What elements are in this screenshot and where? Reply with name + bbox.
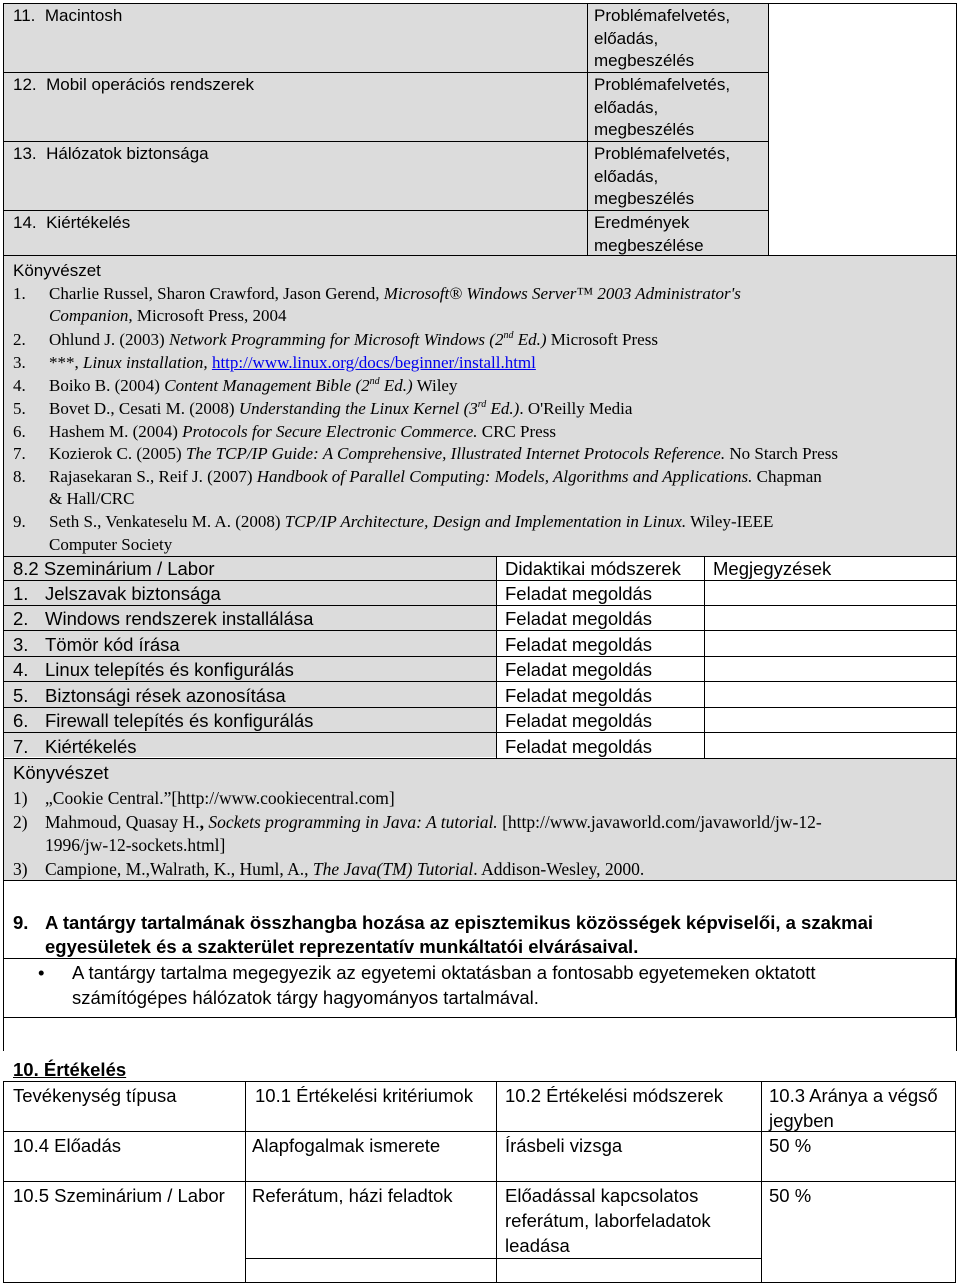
seminar-header-notes: Megjegyzések xyxy=(713,558,832,579)
topic-row-12 xyxy=(13,74,254,96)
eval-header-criteria: 10.1 Értékelési kritériumok xyxy=(255,1085,473,1106)
seminar-method-2: Feladat megoldás xyxy=(505,608,653,629)
topic-title: Macintosh xyxy=(44,6,123,25)
eval-row-lecture-criteria: Alapfogalmak ismerete xyxy=(252,1135,441,1156)
seminar-row-7: 7. Kiértékelés xyxy=(13,736,137,757)
seminar-bib-title: Könyvészet xyxy=(13,762,109,783)
eval-header-ratio-cont: jegyben xyxy=(769,1110,834,1131)
section-9-item: A tantárgy tartalma megegyezik az egyetemi oktatásban a fontosabb egyetemeken oktatott xyxy=(72,962,816,983)
topic-method-13: Problémafelvetés, előadás, megbeszélés xyxy=(594,144,731,208)
seminar-header-topic: 8.2 Szeminárium / Labor xyxy=(13,558,215,579)
seminar-method-7: Feladat megoldás xyxy=(505,736,653,757)
bib-entry-6: 6. Hashem M. (2004) Protocols for Secure Electronic Commerce. CRC Press xyxy=(13,422,556,441)
seminar-row-2: 2. Windows rendszerek installálása xyxy=(13,608,314,629)
eval-row-lecture-type: 10.4 Előadás xyxy=(13,1135,122,1156)
bullet-icon: • xyxy=(38,962,45,983)
bib-entry-4: 4. Boiko B. (2004) Content Management Bible (2nd Ed.) Wiley xyxy=(13,376,458,395)
topic-title: Hálózatok biztonsága xyxy=(46,144,209,163)
bib-entry-3: 3. ***, Linux installation, http://www.linux.org/docs/beginner/install.html xyxy=(13,353,536,372)
eval-row-lecture-method: Írásbeli vizsga xyxy=(505,1135,623,1156)
topic-num: 14. xyxy=(13,213,37,232)
topic-num: 11. xyxy=(13,6,36,25)
eval-row-seminar-method-cont: referátum, laborfeladatok xyxy=(505,1210,711,1231)
seminar-row-5: 5. Biztonsági rések azonosítása xyxy=(13,685,286,706)
bib-entry-5: 5. Bovet D., Cesati M. (2008) Understanding the Linux Kernel (3rd Ed.). O'Reilly Media xyxy=(13,399,633,418)
bib-entry-9-cont: Computer Society xyxy=(49,535,173,554)
topic-title: Kiértékelés xyxy=(46,213,131,232)
section-9-item-cont: számítógépes hálózatok tárgy hagyományos tartalmával. xyxy=(72,987,539,1008)
section-9-heading-cont: egyesületek és a szakterület reprezentatív munkáltatói elvárásaival. xyxy=(45,936,639,957)
bibliography-title: Könyvészet xyxy=(13,261,101,280)
topic-row-13 xyxy=(13,143,209,165)
seminar-row-6: 6. Firewall telepítés és konfigurálás xyxy=(13,710,314,731)
eval-row-seminar-method-cont2: leadása xyxy=(505,1235,570,1256)
seminar-method-1: Feladat megoldás xyxy=(505,583,653,604)
bib-entry-1: 1. Charlie Russel, Sharon Crawford, Jason Gerend, Microsoft® Windows Server™ 2003 Administrator's xyxy=(13,284,741,303)
seminar-row-1: 1. Jelszavak biztonsága xyxy=(13,583,221,604)
seminar-method-6: Feladat megoldás xyxy=(505,710,653,731)
topic-num: 13. xyxy=(13,144,37,163)
seminar-bib-3: 3) Campione, M.,Walrath, K., Huml, A., The Java(TM) Tutorial. Addison-Wesley, 2000. xyxy=(13,859,645,879)
topic-method-12: Problémafelvetés, előadás, megbeszélés xyxy=(594,75,731,139)
section-9-number: 9. xyxy=(13,912,29,933)
topic-row-11 xyxy=(13,5,122,27)
eval-row-seminar-method: Előadással kapcsolatos xyxy=(505,1185,699,1206)
bib-link[interactable]: http://www.linux.org/docs/beginner/install.html xyxy=(211,353,536,372)
bib-entry-8: 8. Rajasekaran S., Reif J. (2007) Handbook of Parallel Computing: Models, Algorithms and Applications. Chapman xyxy=(13,467,822,486)
topic-title: Mobil operációs rendszerek xyxy=(46,75,254,94)
seminar-bib-2: 2) Mahmoud, Quasay H., Sockets programming in Java: A tutorial. [http://www.javaworld.com/javaworld/jw-12- xyxy=(13,812,822,832)
bib-entry-9: 9. Seth S., Venkateselu M. A. (2008) TCP/IP Architecture, Design and Implementation in Linux. Wiley-IEEE xyxy=(13,512,774,531)
eval-row-seminar-type: 10.5 Szeminárium / Labor xyxy=(13,1185,225,1206)
seminar-method-4: Feladat megoldás xyxy=(505,659,653,680)
topic-method-11: Problémafelvetés, előadás, megbeszélés xyxy=(594,6,731,70)
eval-row-seminar-criteria: Referátum, házi feladtok xyxy=(252,1185,453,1206)
seminar-bib-2-cont: 1996/jw-12-sockets.html] xyxy=(45,835,226,855)
topic-row-14 xyxy=(13,212,130,234)
eval-header-ratio: 10.3 Aránya a végső xyxy=(769,1085,938,1106)
eval-row-seminar-ratio: 50 % xyxy=(769,1185,812,1206)
seminar-row-3: 3. Tömör kód írása xyxy=(13,634,180,655)
topic-num: 12. xyxy=(13,75,37,94)
seminar-method-3: Feladat megoldás xyxy=(505,634,653,655)
seminar-bib-1: 1) „Cookie Central.”[http://www.cookiecentral.com] xyxy=(13,788,395,808)
bib-entry-2: 2. Ohlund J. (2003) Network Programming for Microsoft Windows (2nd Ed.) Microsoft Press xyxy=(13,330,658,349)
seminar-method-5: Feladat megoldás xyxy=(505,685,653,706)
bib-entry-8-cont: & Hall/CRC xyxy=(49,489,135,508)
section-9-heading: A tantárgy tartalmának összhangba hozása az episztemikus közösségek képviselői, a szakmai xyxy=(45,912,874,933)
bib-entry-1-cont: Companion, Microsoft Press, 2004 xyxy=(49,306,287,325)
bib-entry-7: 7. Kozierok C. (2005) The TCP/IP Guide: A Comprehensive, Illustrated Internet Protocols Reference. No Starch Press xyxy=(13,444,838,463)
seminar-header-method: Didaktikai módszerek xyxy=(505,558,681,579)
section-10-title: 10. Értékelés xyxy=(13,1059,127,1080)
eval-header-type: Tevékenység típusa xyxy=(13,1085,177,1106)
eval-row-lecture-ratio: 50 % xyxy=(769,1135,812,1156)
topic-method-14: Eredmények megbeszélése xyxy=(594,213,704,255)
eval-header-methods: 10.2 Értékelési módszerek xyxy=(505,1085,723,1106)
seminar-row-4: 4. Linux telepítés és konfigurálás xyxy=(13,659,294,680)
